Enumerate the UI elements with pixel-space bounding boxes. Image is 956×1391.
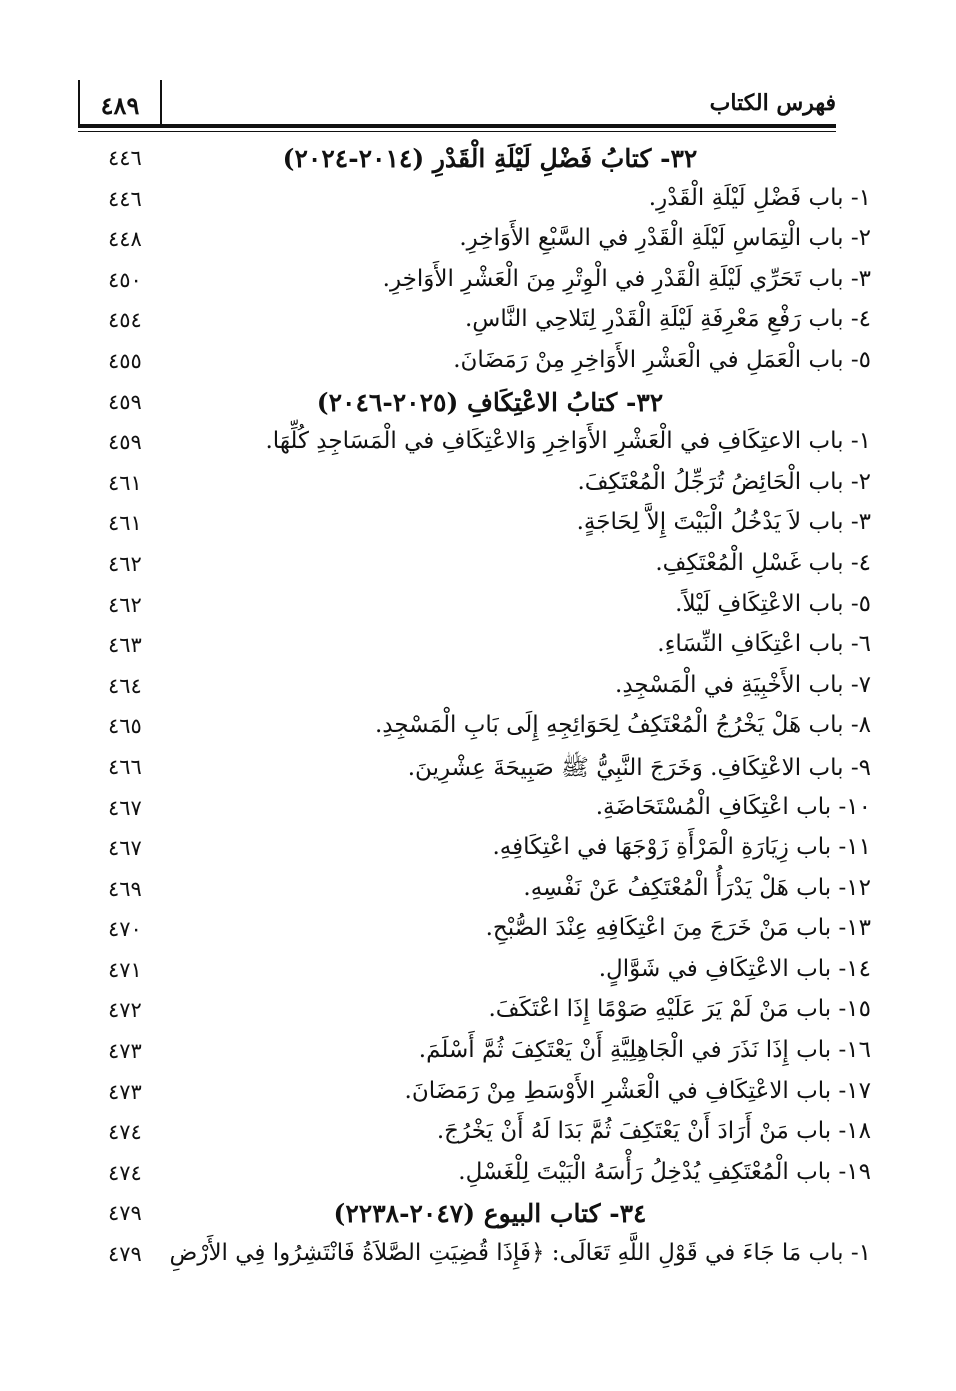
index-entry: [0, 952, 956, 993]
entry-title: ٢- باب الْتِمَاسِ لَيْلَةِ الْقَدْرِ في السَّبْعِ الأَوَاخِرِ.: [459, 225, 871, 252]
entry-page-number: ٤٥٩: [108, 430, 142, 455]
entry-page-number: ٤٧٠: [108, 917, 142, 942]
entry-page-number: ٤٥٤: [108, 308, 142, 333]
entry-page-number: ٤٦٩: [108, 876, 142, 901]
index-entry: [0, 262, 956, 303]
entry-page-number: ٤٦٢: [108, 592, 142, 617]
entry-title: ١٤- باب الاعْتِكَافِ في شَوَّالٍ.: [598, 955, 871, 982]
entry-page-number: ٤٧٩: [108, 1242, 142, 1267]
index-entry: [0, 424, 956, 465]
index-entry: [0, 587, 956, 628]
index-entry: [0, 1114, 956, 1155]
entry-title: ٤- باب غَسْلِ الْمُعْتَكِفِ.: [655, 549, 871, 576]
entry-title: ١٣- باب مَنْ خَرَجَ مِنَ اعْتِكَافِهِ عِنْدَ الصُّبْحِ.: [485, 915, 871, 942]
entry-title: ١٠- باب اعْتِكَافِ الْمُسْتَحَاضَةِ.: [595, 793, 871, 820]
entry-title: ١٩- باب الْمُعْتَكِفِ يُدْخِلُ رَأْسَهُ الْبَيْتَ لِلْغَسْلِ.: [458, 1158, 871, 1185]
index-entry: [0, 1074, 956, 1115]
entry-title: ١- باب مَا جَاءَ في قَوْلِ اللَّهِ تَعَالَى: ﴿فَإِذَا قُضِيَتِ الصَّلاَةُ فَانْتَشِرُوا فِي الأَرْضِ: [169, 1240, 871, 1267]
entry-title: ٨- باب هَلْ يَخْرُجُ الْمُعْتَكِفُ لِحَوَائِجِهِ إِلَى بَابِ الْمَسْجِدِ.: [374, 712, 871, 739]
entry-page-number: ٤٤٦: [108, 186, 142, 211]
entry-page-number: ٤٧٤: [108, 1120, 142, 1145]
section-title: ٣٤- كتاب البيوع (٢٠٤٧-٢٢٣٨): [333, 1199, 647, 1229]
index-entries: [0, 140, 956, 1277]
entry-title: ٤- باب رَفْعِ مَعْرِفَةِ لَيْلَةِ الْقَدْرِ لِتَلاحِي النَّاسِ.: [464, 306, 871, 333]
entry-title: ١٥- باب مَنْ لَمْ يَرَ عَلَيْهِ صَوْمًا إِذَا اعْتَكَفَ.: [488, 996, 871, 1023]
entry-title: ١٨- باب مَنْ أَرَادَ أَنْ يَعْتَكِفَ ثُمَّ بَدَا لَهُ أَنْ يَخْرُجَ.: [436, 1118, 871, 1145]
entry-title: ٣- باب تَحَرِّي لَيْلَةِ الْقَدْرِ في الْوِتْرِ مِنَ الْعَشْرِ الأَوَاخِرِ.: [382, 265, 871, 292]
entry-page-number: ٤٤٨: [108, 227, 142, 252]
entry-title: ١- باب الاعتِكَافِ في الْعَشْرِ الأَوَاخِرِ وَالاعْتِكَافِ في الْمَسَاجِدِ كُلِّهَا.: [265, 428, 871, 455]
header-rule-thick: [78, 124, 836, 128]
index-entry: [0, 302, 956, 343]
index-entry: [0, 221, 956, 262]
entry-title: ١٧- باب الاعْتِكَافِ في الْعَشْرِ الأَوْسَطِ مِنْ رَمَضَانَ.: [404, 1077, 871, 1104]
entry-title: ٣- باب لاَ يَدْخُلُ الْبَيْتَ إِلاَّ لِحَاجَةٍ.: [576, 509, 871, 536]
entry-title: ٢- باب الْحَائِضُ تُرَجِّلُ الْمُعْتَكِفَ.: [577, 468, 871, 495]
entry-page-number: ٤٧٤: [108, 1160, 142, 1185]
entry-title: ٥- باب الاعْتِكَافِ لَيْلاً.: [675, 590, 871, 617]
index-entry: [0, 830, 956, 871]
entry-title: ١- باب فَضْلِ لَيْلَةِ الْقَدْرِ.: [648, 184, 871, 211]
entry-page-number: ٤٦٥: [108, 714, 142, 739]
section-title: ٣٢- كتابُ الاعْتِكَافِ (٢٠٢٥-٢٠٤٦): [316, 387, 664, 417]
entry-page-number: ٤٦٧: [108, 795, 142, 820]
entry-page-number: ٤٧٢: [108, 998, 142, 1023]
page-number: ٤٨٩: [100, 91, 140, 120]
index-entry: [0, 546, 956, 587]
entry-page-number: ٤٦٣: [108, 633, 142, 658]
entry-page-number: ٤٦٦: [108, 754, 142, 779]
index-entry: [0, 708, 956, 749]
entry-page-number: ٤٧٣: [108, 1039, 142, 1064]
page-number-box: [78, 80, 162, 124]
entry-page-number: ٤٦١: [108, 470, 142, 495]
entry-title: ١٦- باب إِذَا نَذَرَ في الْجَاهِلِيَّةِ أَنْ يَعْتَكِفَ ثُمَّ أَسْلَمَ.: [418, 1037, 871, 1064]
index-entry: [0, 465, 956, 506]
running-title: فهرس الكتاب: [709, 90, 836, 116]
index-entry: [0, 505, 956, 546]
index-entry: [0, 181, 956, 222]
entry-page-number: ٤٧٩: [108, 1201, 142, 1226]
entry-title: ٥- باب الْعَمَلِ في الْعَشْرِ الأَوَاخِرِ مِنْ رَمَضَانَ.: [453, 346, 871, 373]
entry-page-number: ٤٤٦: [108, 146, 142, 170]
entry-page-number: ٤٦٢: [108, 551, 142, 576]
page-header: [78, 80, 836, 126]
index-entry: [0, 343, 956, 384]
index-entry: [0, 1236, 956, 1277]
index-entry: [0, 627, 956, 668]
entry-page-number: ٤٥٠: [108, 267, 142, 292]
section-title: ٣٢- كتابُ فَضْلِ لَيْلَةِ الْقَدْرِ (٢٠١٤-٢٠٢٤): [282, 144, 698, 173]
entry-page-number: ٤٦٧: [108, 836, 142, 861]
index-section-heading: [0, 1195, 956, 1236]
entry-title: ٩- باب الاعْتِكَافِ. وَخَرَجَ النَّبِيُّ ﷺ صَبِيحَةَ عِشْرِينَ.: [407, 754, 871, 781]
header-rule-thin: [78, 131, 836, 132]
entry-page-number: ٤٦١: [108, 511, 142, 536]
entry-title: ١١- باب زِيَارَةِ الْمَرْأَةِ زَوْجَهَا في اعْتِكَافِهِ.: [492, 834, 871, 861]
index-entry: [0, 1155, 956, 1196]
entry-title: ٧- باب الأَخْبِيَةِ في الْمَسْجِدِ.: [615, 671, 871, 698]
index-section-heading: [0, 384, 956, 425]
index-entry: [0, 911, 956, 952]
entry-page-number: ٤٥٩: [108, 389, 142, 414]
entry-title: ١٢- باب هَلْ يَدْرَأُ الْمُعْتَكِفُ عَنْ نَفْسِهِ.: [523, 874, 871, 901]
index-entry: [0, 749, 956, 790]
index-entry: [0, 871, 956, 912]
index-section-heading: [0, 140, 956, 181]
entry-page-number: ٤٧١: [108, 957, 142, 982]
entry-page-number: ٤٦٤: [108, 673, 142, 698]
entry-page-number: ٤٥٥: [108, 348, 142, 373]
index-entry: [0, 668, 956, 709]
entry-title: ٦- باب اعْتِكَافِ النِّسَاءِ.: [657, 631, 871, 658]
index-entry: [0, 790, 956, 831]
index-entry: [0, 1033, 956, 1074]
entry-page-number: ٤٧٣: [108, 1079, 142, 1104]
index-entry: [0, 992, 956, 1033]
